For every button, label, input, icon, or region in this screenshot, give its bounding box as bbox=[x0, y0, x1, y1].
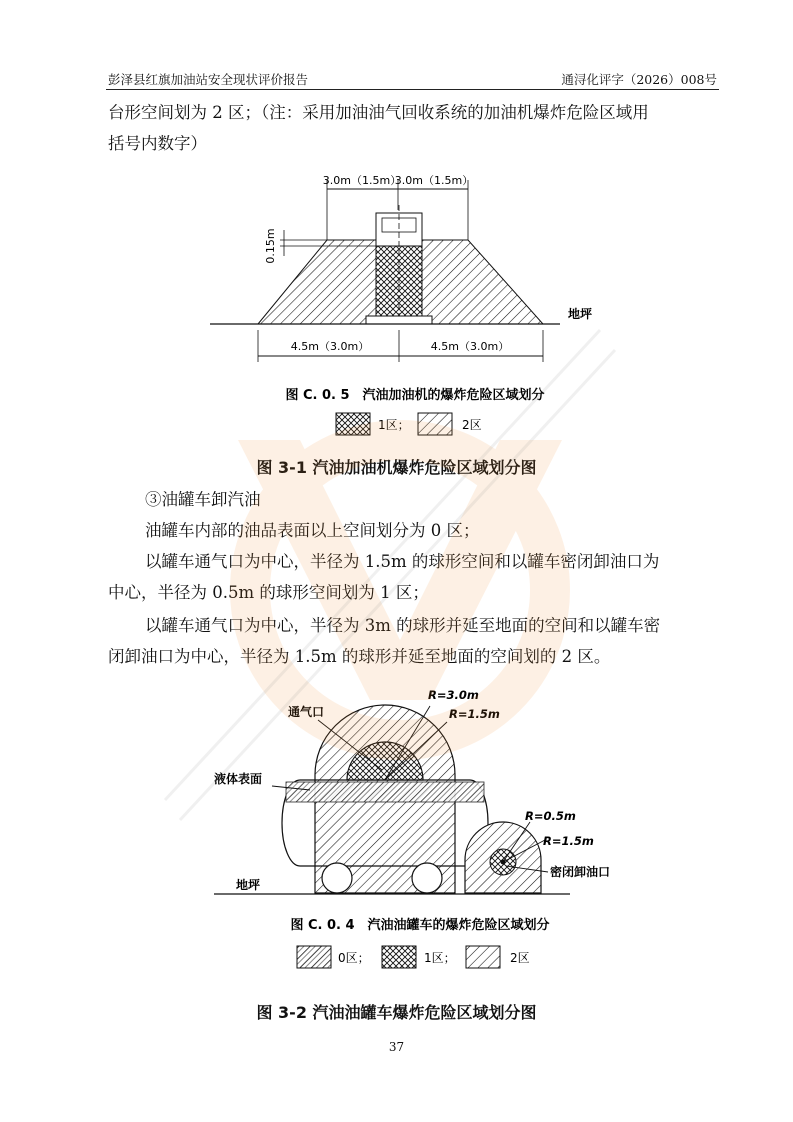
report-number: 通浔化评字（2026）008号 bbox=[561, 72, 717, 87]
figure-tank-truck bbox=[214, 688, 610, 968]
intro-line-1: 台形空间划为 2 区；（注：采用加油油气回收系统的加油机爆炸危险区域用 bbox=[108, 103, 649, 122]
bottom-dimension bbox=[258, 330, 543, 362]
dim-top-left: 3.0m（1.5m） bbox=[322, 174, 402, 187]
figure2-inner-caption: 图 C. 0. 4 汽油油罐车的爆炸危险区域划分 bbox=[290, 918, 550, 933]
figure1-legend bbox=[336, 413, 482, 435]
dim-height: 0.15m bbox=[264, 228, 277, 264]
dim-top-right: 3.0m（1.5m） bbox=[394, 174, 474, 187]
figure1-caption: 图 3-1 汽油加油机爆炸危险区域划分图 bbox=[256, 458, 537, 477]
legend-zone1: 1区； bbox=[378, 418, 410, 432]
intro-line-2: 括号内数字） bbox=[108, 134, 207, 153]
radius-small-outer: R=1.5m bbox=[543, 834, 594, 848]
section-heading: ③油罐车卸汽油 bbox=[145, 490, 261, 509]
liquid-surface-label: 液体表面 bbox=[214, 772, 263, 786]
wheel-left bbox=[322, 863, 352, 893]
report-title: 彭泽县红旗加油站安全现状评价报告 bbox=[108, 72, 309, 87]
figure2-caption: 图 3-2 汽油油罐车爆炸危险区域划分图 bbox=[256, 1003, 537, 1022]
legend-zone2: 2区 bbox=[462, 418, 482, 432]
section-para-2a: 以罐车通气口为中心，半径为 1.5m 的球形空间和以罐车密闭卸油口为 bbox=[145, 552, 660, 571]
figure2-legend bbox=[297, 946, 530, 968]
section-para-1: 油罐车内部的油品表面以上空间划分为 0 区； bbox=[145, 521, 480, 540]
ground-label: 地坪 bbox=[568, 307, 593, 321]
dim-bottom-left: 4.5m（3.0m） bbox=[290, 340, 370, 353]
legend2-zone1: 1区； bbox=[424, 951, 456, 965]
legend2-zone0: 0区； bbox=[338, 951, 370, 965]
legend2-zone2: 2区 bbox=[510, 951, 530, 965]
figure-dispenser bbox=[210, 174, 592, 435]
unload-port-label: 密闭卸油口 bbox=[550, 865, 611, 879]
tank-zone0-band bbox=[286, 782, 484, 802]
section-para-2b: 中心，半径为 0.5m 的球形空间划为 1 区； bbox=[108, 583, 429, 602]
radius-small: R=0.5m bbox=[525, 809, 576, 823]
dim-bottom-right: 4.5m（3.0m） bbox=[430, 340, 510, 353]
dispenser-base bbox=[366, 316, 432, 324]
wheel-right bbox=[412, 863, 442, 893]
radius-inner: R=1.5m bbox=[449, 707, 500, 721]
page-number: 37 bbox=[388, 1040, 405, 1054]
figure1-inner-caption: 图 C. 0. 5 汽油加油机的爆炸危险区域划分 bbox=[285, 388, 545, 403]
vent-label: 通气口 bbox=[288, 705, 325, 719]
ground-label-2: 地坪 bbox=[236, 878, 261, 892]
section-para-3b: 闭卸油口为中心，半径为 1.5m 的球形并延至地面的空间划的 2 区。 bbox=[108, 647, 611, 666]
section-para-3a: 以罐车通气口为中心，半径为 3m 的球形并延至地面的空间和以罐车密 bbox=[145, 616, 661, 635]
radius-outer: R=3.0m bbox=[428, 688, 479, 702]
